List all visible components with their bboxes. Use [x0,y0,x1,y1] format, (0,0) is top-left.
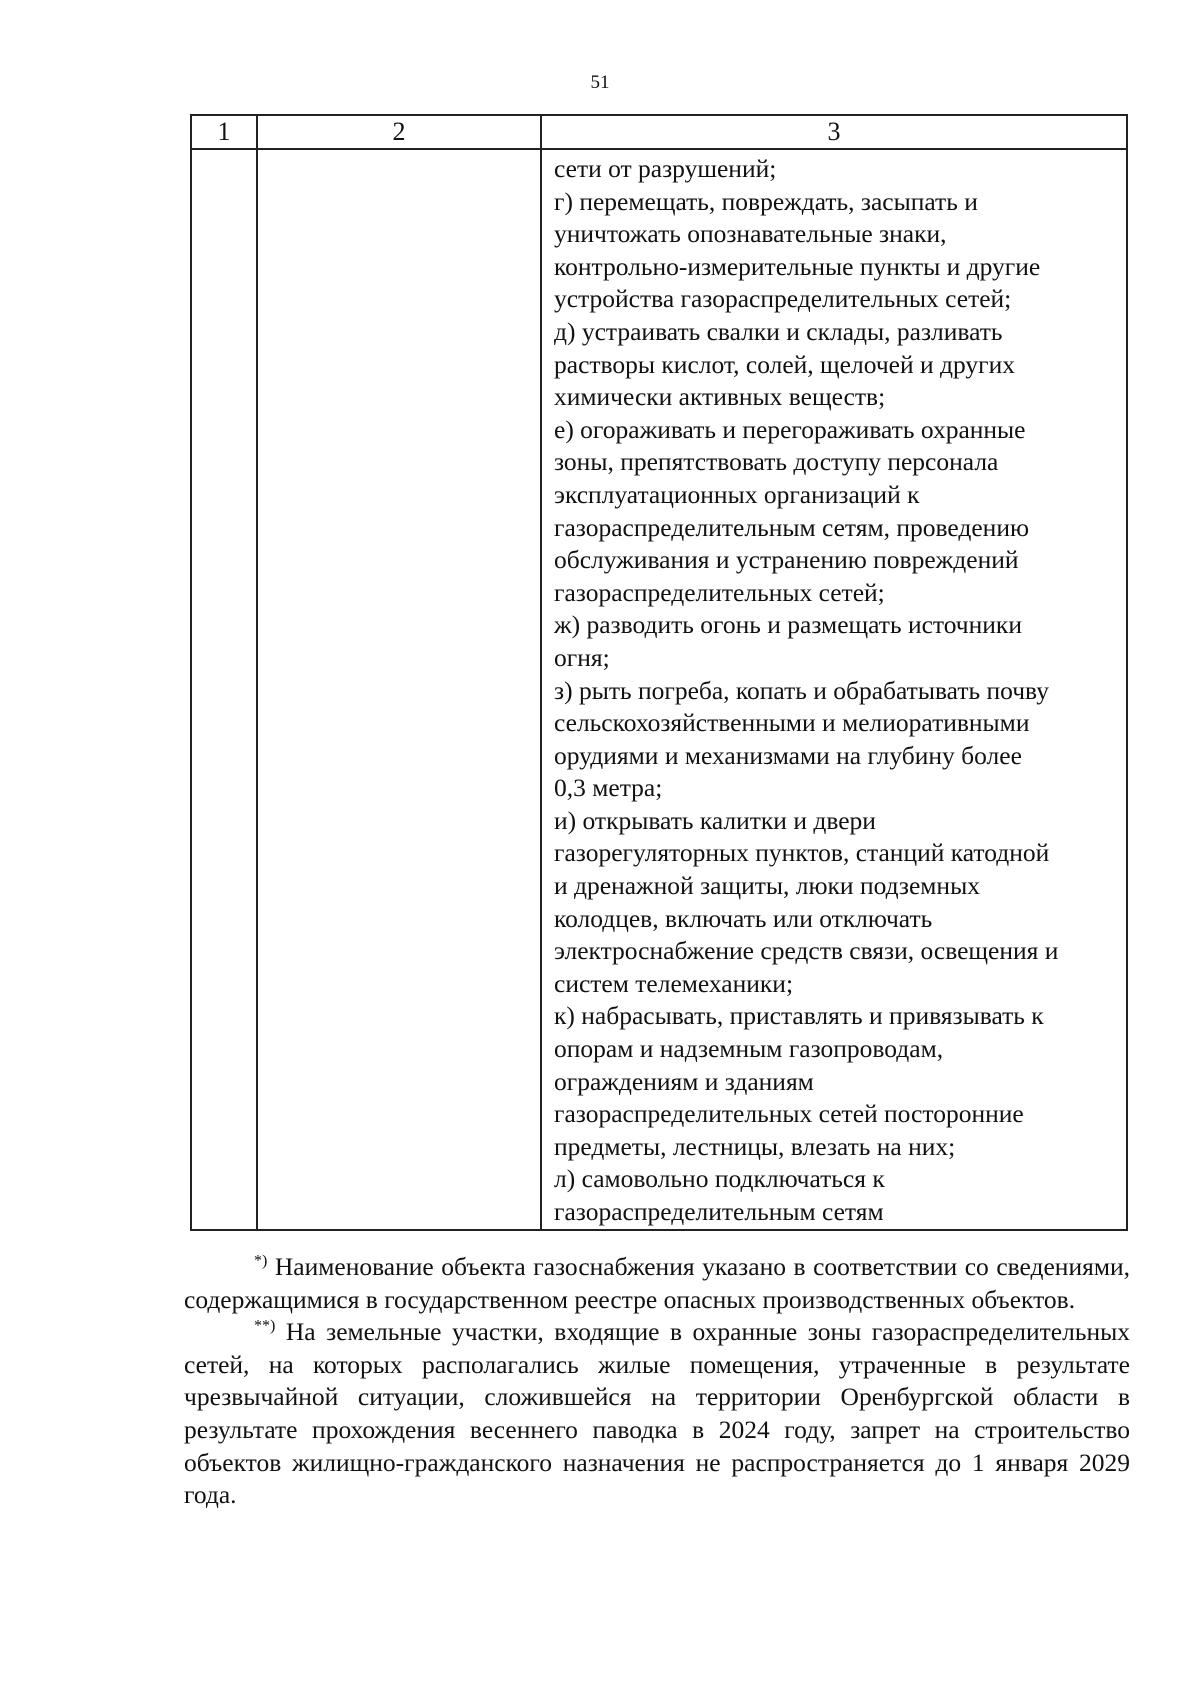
table-cell-line: электроснабжение средств связи, освещения и [554,936,1059,966]
footnotes [184,1251,1130,1512]
table-cell-line: газораспределительным сетям, проведению [554,512,1030,542]
table-cell-col2 [257,149,541,1230]
restrictions-table [190,114,1128,1231]
table-cell-line: 0,3 метра; [554,773,663,803]
table-cell-line: химически активных веществ; [554,382,886,412]
table-cell-line: газораспределительным сетям [554,1197,884,1226]
footnote-marker: *) [254,1252,268,1270]
table-cell-line: д) устраивать свалки и склады, разливать [554,316,1003,346]
table-cell-line: орудиями и механизмами на глубину более [554,740,1022,770]
table-row [191,149,1127,1230]
table-cell-line: предметы, лестницы, влезать на них; [554,1131,956,1161]
table-cell-line: устройства газораспределительных сетей; [554,284,1012,314]
table-cell-line: ограждениям и зданиям [554,1066,814,1096]
table-cell-line: эксплуатационных организаций к [554,479,920,509]
table-cell-line: и дренажной защиты, люки подземных [554,871,980,901]
table-cell-line: газораспределительных сетей посторонние [554,1099,1024,1129]
table-cell-line: л) самовольно подключаться к [554,1164,885,1194]
table-cell-line: сельскохозяйственными и мелиоративными [554,708,1030,738]
table-cell-line: ж) разводить огонь и размещать источники [554,610,1022,640]
table-header-row [191,115,1127,149]
table-cell-line: к) набрасывать, приставлять и привязывать к [554,1001,1044,1031]
table-cell-line: опорам и надземным газопроводам, [554,1034,944,1064]
table-cell-line: зоны, препятствовать доступу персонала [554,447,999,477]
table-cell-col3 [541,149,1127,1230]
page-number: 51 [590,72,610,93]
column-header-2: 2 [257,115,541,149]
table-cell-line: систем телемеханики; [554,968,794,998]
table-cell-line: газорегуляторных пунктов, станций катодной [554,838,1050,868]
footnote-marker: **) [254,1317,276,1335]
table-cell-line: огня; [554,642,610,672]
table-cell-line: газораспределительных сетей; [554,577,885,607]
footnote-text: На земельные участки, входящие в охранные зоны газораспределительных сетей, на которых располагались жилые помещения, утраченные в результате чрезвычайной ситуации, сложившейся на территории Оренбургской области в результате прохождения весеннего паводка в 2024 году, запрет на строительство объектов жилищно-гражданского назначения не распространяется до 1 января 2029 года. [184,1317,1130,1510]
table-cell-line: е) огораживать и перегораживать охранные [554,414,1026,444]
table-cell-line: уничтожать опознавательные знаки, [554,219,947,249]
table-cell-line: колодцев, включать или отключать [554,903,933,933]
table-cell-col1 [191,149,257,1230]
footnote-paragraph [184,1251,1130,1316]
footnote [184,1316,1130,1512]
table-cell-line: растворы кислот, солей, щелочей и других [554,349,1015,379]
table-cell-line: сети от разрушений; [554,154,777,183]
column-header-1: 1 [191,115,257,149]
table-cell-line: обслуживания и устранению повреждений [554,545,1019,575]
table-cell-line: контрольно-измерительные пункты и другие [554,251,1041,281]
table-cell-line: и) открывать калитки и двери [554,805,876,835]
table-cell-line: з) рыть погреба, копать и обрабатывать почву [554,675,1049,705]
column-header-3: 3 [541,115,1127,149]
footnote-paragraph [184,1316,1130,1512]
footnote-text: Наименование объекта газоснабжения указано в соответствии со сведениями, содержащимися в государственном реестре опасных производственных объектов. [184,1252,1130,1314]
table-cell-line: г) перемещать, повреждать, засыпать и [554,186,978,216]
footnote [184,1251,1130,1316]
